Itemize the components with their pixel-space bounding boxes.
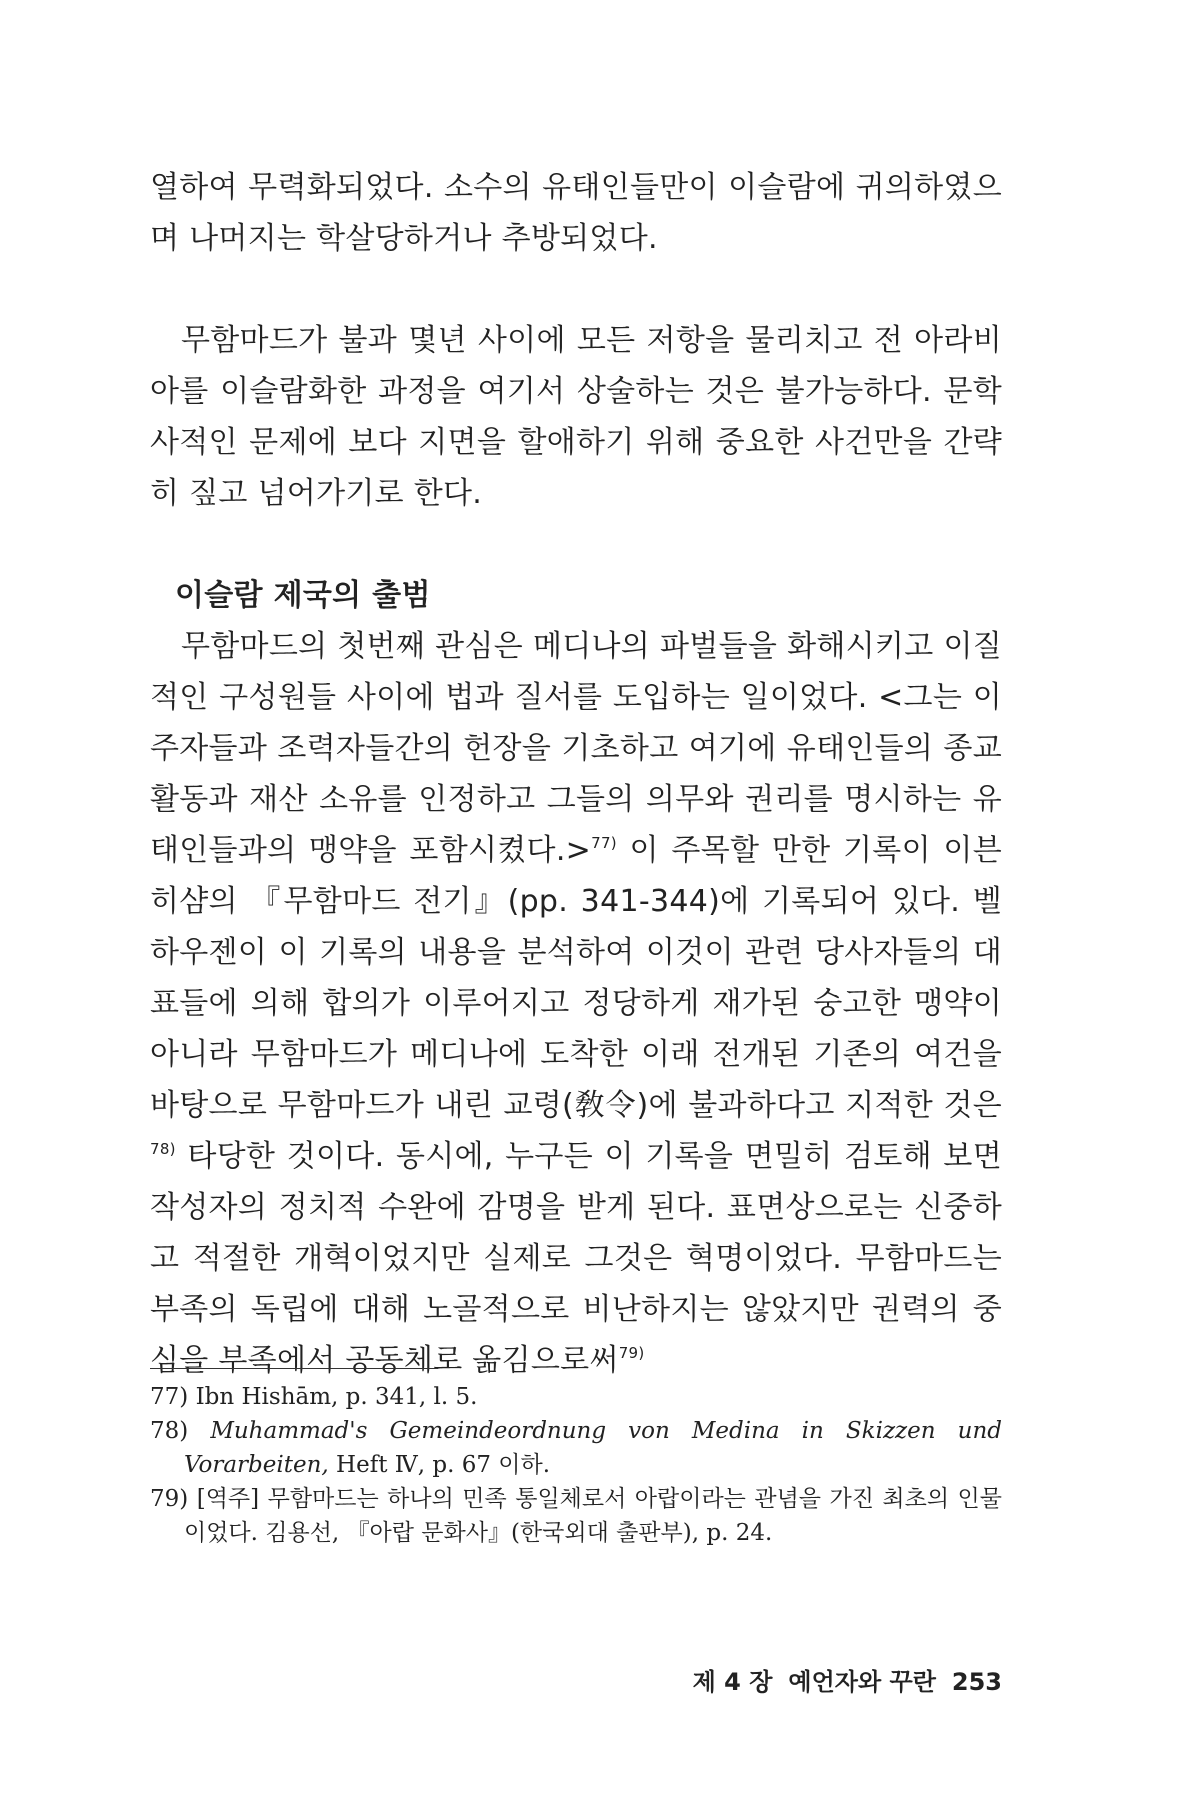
main-text [150,162,1002,1386]
paragraph-3-part-2: 이 주목할 만한 기록이 이븐 히샴의 『무함마드 전기』(pp. 341-344)에 기록되어 있다. 벨하우젠이 이 기록의 내용을 분석하여 이것이 관련 당사자들의 대표들에 의해 합의가 이루어지고 정당하게 재가된 숭고한 맹약이 아니라 무함마드가 메디나에 도착한 이래 전개된 기존의 여건을 바탕으로 무함마드가 내린 교령(敎令)에 불과하다고 지적한 것은 [150,833,1002,1123]
footnote-79 [150,1482,1002,1550]
footnote-text: Ibn Hishām, p. 341, l. 5. [195,1384,478,1410]
chapter-title: 예언자와 꾸란 [788,1668,936,1696]
footnote-number: 79) [150,1486,189,1512]
paragraph-3-part-3: 타당한 것이다. 동시에, 누구든 이 기록을 면밀히 검토해 보면 작성자의 정치적 수완에 감명을 받게 된다. 표면상으로는 신중하고 적절한 개혁이었지만 실제로 그것은 혁명이었다. 무함마드는 부족의 독립에 대해 노골적으로 비난하지는 않았지만 권력의 중심을 부족에서 공동체로 옮김으로써 [150,1139,1002,1378]
paragraph-3-part-1: 무함마드의 첫번째 관심은 메디나의 파벌들을 화해시키고 이질적인 구성원들 사이에 법과 질서를 도입하는 일이었다. <그는 이주자들과 조력자들간의 헌장을 기초하고 여기에 유태인들의 종교 활동과 재산 소유를 인정하고 그들의 의무와 권리를 명시하는 유태인들과의 맹약을 포함시켰다.> [150,629,1002,868]
footnote-78 [150,1414,1003,1482]
paragraph-1: 열하여 무력화되었다. 소수의 유태인들만이 이슬람에 귀의하였으며 나머지는 학살당하거나 추방되었다. [150,170,1002,256]
footnote-ref-77: 77) [591,834,617,852]
footnote-divider [150,1368,438,1369]
footnotes [150,1380,1002,1550]
paragraph-gap [150,264,1002,315]
footnote-text: [역주] 무함마드는 하나의 민족 통일체로서 아랍이라는 관념을 가진 최초의 인물이었다. 김용선, 『아랍 문화사』(한국외대 출판부), p. 24. [184,1486,1002,1546]
page-number: 253 [951,1668,1002,1696]
footnote-ref-78: 78) [150,1140,176,1158]
paragraph-2: 무함마드가 불과 몇년 사이에 모든 저항을 물리치고 전 아라비아를 이슬람화한 과정을 여기서 상술하는 것은 불가능하다. 문학사적인 문제에 보다 지면을 할애하기 위해 중요한 사건만을 간략히 짚고 넘어가기로 한다. [150,323,1002,511]
paragraph-gap [150,519,1002,570]
footnote-number: 77) [150,1384,189,1410]
chapter-label: 제 4 장 [692,1668,773,1696]
section-heading: 이슬람 제국의 출범 [175,578,431,613]
footnote-ref-79: 79) [618,1344,645,1362]
paragraph-3 [150,621,1002,1386]
running-footer [693,1662,1002,1697]
footnote-title: Muhammad's Gemeindeordnung von Medina in Skizzen und Vorarbeiten, [184,1418,1003,1478]
footnote-77 [150,1380,1002,1414]
footnote-text: Heft Ⅳ, p. 67 이하. [328,1452,551,1478]
footnote-number: 78) [150,1418,189,1444]
